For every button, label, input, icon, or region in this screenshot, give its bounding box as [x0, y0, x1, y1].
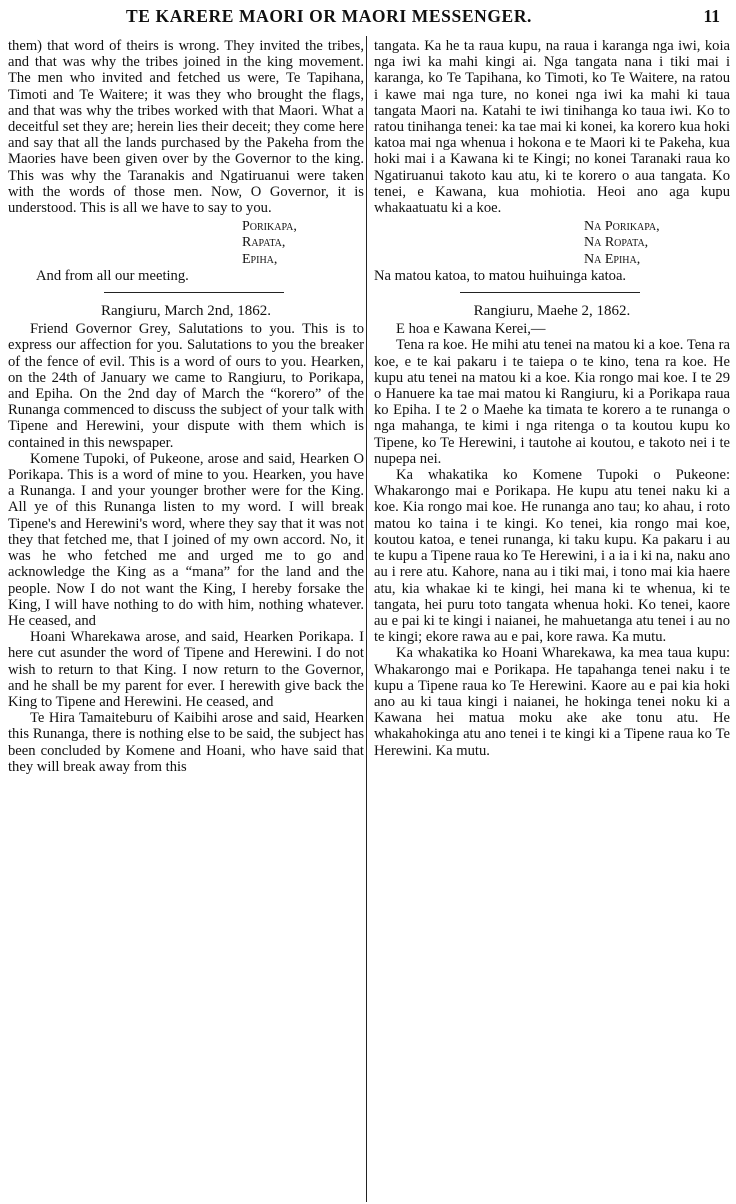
signature-block — [374, 219, 730, 284]
section-separator — [460, 292, 640, 293]
running-head: TE KARERE MAORI OR MAORI MESSENGER. — [126, 6, 533, 26]
letter-paragraph: Komene Tupoki, of Pukeone, arose and said, Hearken O Porikapa. This is a word of mine to you. Hearken, you have a Runanga. I and your younger brother were for the King. All ye of this Runanga listen to my word. I will break Tipene's and Herewini's word, where they say that it was not they that fetched me, that I joined of my own accord. No, it was he who fetched me and urged me to go and acknowledge the King as a “mana” for the land and the people. Now I do not want the King, I hereby forsake the King, I will have nothing to do with him, nothing whatever. He ceased, and — [8, 450, 364, 629]
letter-paragraph: Tena ra koe. He mihi atu tenei na matou ki a koe. Tena ra koe, e te kai pakaru i te taiepa o te kino, tena ra koe. He kupu atu tenei na matou ki a koe. Kia rongo mai koe. I te 29 o Hanuere ka tae mai matou ki Rangiuru, ki a Porikapa raua ko Epiha. I te 2 o Maehe ka timata te korero a te runanga o nga mahanga, te kimi i nga ritenga o ta koutou kupu ko Tipene, ko Te Herewini, i tautohe ai koutou, e takoto nei i te nupepa nei. — [374, 337, 730, 467]
letter-paragraph: Ka whakatika ko Komene Tupoki o Pukeone: Whakarongo mai e Porikapa. He kupu atu tenei naku ki a koe. Kia rongo mai koe. He runanga ano tau; ko ahau, i roto matou ko taina i te kingi. Ko tenei, kia rongo mai koe, koutou katoa, e tenei runanga, ki taku kupu. Ka pakaru i au te kupu a Tipene raua ko Te Herewini, i a ia i ki na, naku ano au i rere atu. Kahore, nana au i tiki mai, i tono mai kia haere atu, kia whakae ki te kingi, hei mana ki te whenua, ki te tangata, hei puru toto tangata whenua hoki. Ko tenei, kaore au e pai ki te kingi i naianei, he mahuetanga atu tenei i au no te kingi; ekore rawa au e pai, kore rawa. Ka mutu. — [374, 467, 730, 646]
signoff-line: Na matou katoa, to matou huihuinga katoa. — [374, 267, 627, 284]
signature-name: Na Epiha, — [584, 251, 641, 267]
page-number: 11 — [703, 6, 720, 26]
letter-dateline: Rangiuru, March 2nd, 1862. — [101, 303, 271, 320]
letter-paragraph: Friend Governor Grey, Salutations to you. This is to express our affection for you. Salutations to you the breaker of the fence of evil. This is a word of ours to you. Hearken, on the 24th of January we came to Rangiuru, to Porikapa, and Epiha. On the 2nd day of March the “korero” of the Runanga commenced to discuss the subject of your talk with Tipene and Herewini, your dispute with them which is contained in this newspaper. — [8, 321, 364, 451]
signature-name: Epiha, — [242, 251, 278, 267]
letter-paragraph: Ka whakatika ko Hoani Wharekawa, ka mea taua kupu: Whakarongo mai e Porikapa. He tapahanga tenei naku i te kupu a Tipene raua ko Te Herewini. Kaore au e pai kia hoki ano au ki taua kingi i naianei, he hokinga tenei noku ki a Kawana hei matua moku ake ake tonu atu. He whakahokinga atu ano tenei i te kingi ki a Tipene raua ko Te Herewini. Ka mutu. — [374, 645, 730, 759]
letter-paragraph: Te Hira Tamaiteburu of Kaibihi arose and said, Hearken this Runanga, there is nothing else to be said, the subject has been concluded by Komene and Hoani, who have said that they will break away from this — [8, 710, 364, 775]
continuation-paragraph: tangata. Ka he ta raua kupu, na raua i karanga nga iwi, koia nga iwi ka mahi kingi ai. Nga tangata nana i tiki mai i karanga, ko Te Tapihana, ko Timoti, ko Te Waitere, na ratou i kawe mai nga ture, no konei nga iwi ka mahi ki taua tangata Maori na. Katahi te iwi tinihanga ko taua iwi. Ko to ratou tinihanga tenei: ka tae mai ki konei, ka korero kua hoki katoa mai nga whenua i hokona e te Maori ki te Pakeha, kua hoki mai i a Kawana ki te Kingi; no konei Taranaki raua ko Ngatiruanui takoto kau atu, ki te korero o aua tangata. Ko tenei, e Kawana, kua mohiotia. Heoi ano aga kupu whakaatuatu ki a koe. — [374, 38, 730, 217]
signature-block — [8, 219, 364, 284]
signature-name: Na Porikapa, — [584, 219, 660, 235]
column-english — [8, 38, 364, 775]
signature-name: Porikapa, — [242, 219, 297, 235]
letter-paragraph: Hoani Wharekawa arose, and said, Hearken Porikapa. I here cut asunder the word of Tipene and Herewini. I do not wish to return to that King. I now return to the Governor, and he shall be my parent for ever. I herewith give back the King to Tipene and Herewini. He ceased, and — [8, 629, 364, 710]
signature-name: Na Ropata, — [584, 235, 649, 251]
signoff-line: And from all our meeting. — [36, 267, 189, 284]
letter-dateline: Rangiuru, Maehe 2, 1862. — [473, 303, 631, 320]
column-divider — [366, 36, 367, 1202]
letter-salutation: E hoa e Kawana Kerei,— — [396, 321, 546, 338]
page-header — [0, 2, 736, 32]
column-maori — [374, 38, 730, 759]
continuation-paragraph: them) that word of theirs is wrong. They invited the tribes, and that was why the tribes joined in the king movement. The men who invited and fetched us were, Te Tapihana, Timoti and Te Waitere; it was they who brought the flags, and that was why the tribes worked with that Maori. What a deceitful set they are; herein lies their deceit; they come here and say that all the lands purchased by the Pakeha from the Maories have been given over by the Governor to the king. This was why the Taranakis and Ngatiruanui were taken with the words of those men. Now, O Governor, it is understood. This is all we have to say to you. — [8, 38, 364, 217]
signature-name: Rapata, — [242, 235, 286, 251]
section-separator — [104, 292, 284, 293]
